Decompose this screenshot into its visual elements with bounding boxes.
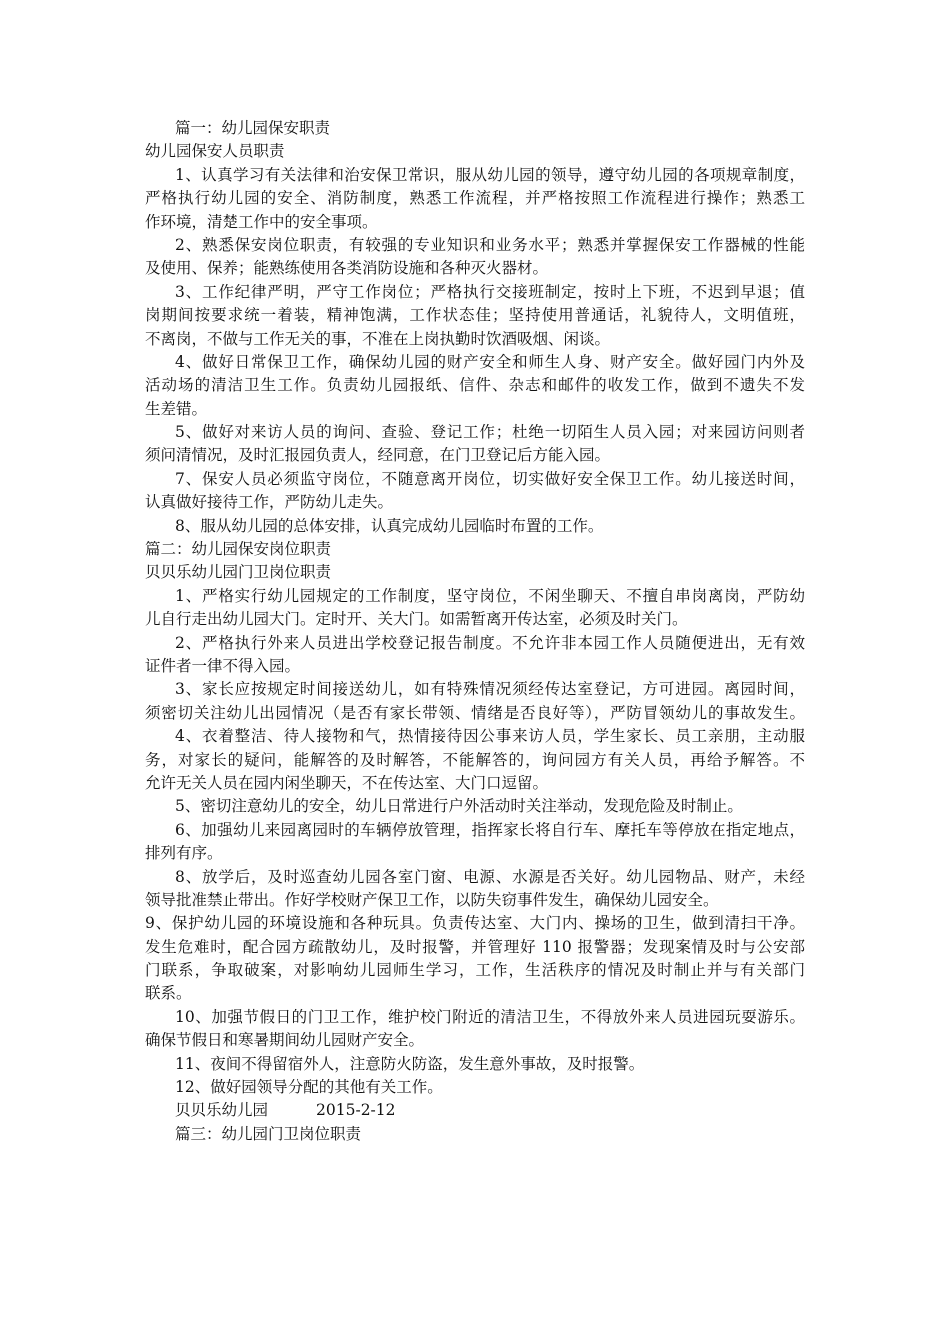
text-line: [0, 842, 950, 865]
line-text: 12、做好园领导分配的其他有关工作。: [175, 1078, 443, 1097]
text-line: [0, 468, 805, 491]
text-line: [0, 351, 805, 374]
line-text: 严格执行幼儿园的安全、消防制度，熟悉工作流程，并严格按照工作流程进行操作；熟悉工: [145, 189, 805, 208]
text-line: [0, 374, 805, 397]
text-line: [0, 140, 950, 163]
line-text: 篇一：幼儿园保安职责: [175, 119, 331, 137]
text-line: [0, 561, 950, 584]
text-line: [0, 772, 950, 795]
line-text: 排列有序。: [145, 844, 223, 863]
line-text: 及使用、保养；能熟练使用各类消防设施和各种灭火器材。: [145, 259, 549, 278]
line-text: 发生危难时，配合园方疏散幼儿，及时报警，并管理好 110 报警器；发现案情及时与公安部: [145, 937, 805, 956]
line-text: 6、加强幼儿来园离园时的车辆停放管理，指挥家长将自行车、摩托车等停放在指定地点，: [175, 820, 805, 839]
line-text: 5、做好对来访人员的询问、查验、登记工作；杜绝一切陌生人员入园；对来园访问则者: [175, 423, 805, 442]
line-text: 活动场的清洁卫生工作。负责幼儿园报纸、信件、杂志和邮件的收发工作，做到不遗失不发: [145, 376, 805, 395]
line-text: 领导批准禁止带出。作好学校财产保卫工作，以防失窃事件发生，确保幼儿园安全。: [145, 890, 719, 909]
text-line: [0, 1099, 950, 1122]
text-line: [0, 117, 950, 140]
text-line: [0, 936, 805, 959]
line-text: 10、加强节假日的门卫工作，维护校门附近的清洁卫生，不得放外来人员进园玩耍游乐。: [175, 1007, 805, 1026]
text-line: [0, 187, 805, 210]
text-line: [0, 1076, 950, 1099]
text-line: [0, 211, 950, 234]
line-text: 岗期间按要求统一着装，精神饱满，工作状态佳；坚持使用普通话，礼貌待人，文明值班，: [145, 306, 805, 325]
text-line: [0, 281, 805, 304]
line-text: 认真做好接待工作，严防幼儿走失。: [145, 493, 394, 512]
text-line: [0, 1123, 950, 1146]
text-line: [0, 866, 805, 889]
line-text: 篇三：幼儿园门卫岗位职责: [175, 1124, 362, 1143]
line-text: 务，对家长的疑问，能解答的及时解答，不能解答的，询问园方有关人员，再给予解答。不: [145, 750, 805, 769]
text-line: [0, 444, 950, 467]
text-line: [0, 234, 805, 257]
text-line: [0, 608, 950, 631]
text-line: [0, 982, 950, 1005]
line-text: 须密切关注幼儿出园情况（是否有家长带领、情绪是否良好等），严防冒领幼儿的事故发生。: [145, 703, 805, 722]
line-text: 7、保安人员必须监守岗位，不随意离开岗位，切实做好安全保卫工作。幼儿接送时间，: [175, 469, 805, 488]
line-text: 确保节假日和寒暑期间幼儿园财产安全。: [145, 1031, 425, 1050]
text-line: [0, 491, 950, 514]
line-text: 证件者一律不得入园。: [145, 656, 301, 675]
line-text: 幼儿园保安人员职责: [145, 142, 285, 161]
line-text: 2、严格执行外来人员进出学校登记报告制度。不允许非本园工作人员随便进出，无有效: [175, 633, 805, 652]
text-line: [0, 749, 805, 772]
text-line: [0, 725, 805, 748]
line-text: 8、放学后，及时巡查幼儿园各室门窗、电源、水源是否关好。幼儿园物品、财产，未经: [175, 867, 805, 886]
text-line: [0, 257, 950, 280]
text-line: [0, 538, 950, 561]
line-text: 不离岗，不做与工作无关的事，不准在上岗执勤时饮酒吸烟、闲谈。: [145, 329, 611, 348]
line-text: 儿自行走出幼儿园大门。定时开、关大门。如需暂离开传达室，必须及时关门。: [145, 610, 688, 629]
line-text: 1、严格实行幼儿园规定的工作制度，坚守岗位，不闲坐聊天、不擅自串岗离岗，严防幼: [175, 586, 805, 605]
line-text: 贝贝乐幼儿园: [175, 1101, 269, 1120]
text-line: [0, 328, 950, 351]
line-text: 联系。: [145, 984, 192, 1003]
text-line: [0, 585, 805, 608]
text-line: [0, 632, 805, 655]
text-line: [0, 164, 805, 187]
text-line: [0, 959, 805, 982]
line-text: 8、服从幼儿园的总体安排，认真完成幼儿园临时布置的工作。: [175, 516, 604, 535]
line-text: 3、工作纪律严明，严守工作岗位；严格执行交接班制定，按时上下班，不迟到早退；值: [175, 282, 805, 301]
line-text: 11、夜间不得留宿外人，注意防火防盗，发生意外事故，及时报警。: [175, 1054, 645, 1073]
text-line: [0, 398, 950, 421]
line-text: 生差错。: [145, 399, 208, 418]
line-text: 4、做好日常保卫工作，确保幼儿园的财产安全和师生人身、财产安全。做好园门内外及: [175, 352, 805, 371]
line-text: 5、密切注意幼儿的安全，幼儿日常进行户外活动时关注举动，发现危险及时制止。: [175, 797, 743, 816]
line-text: 3、家长应按规定时间接送幼儿，如有特殊情况须经传达室登记，方可进园。离园时间，: [175, 680, 805, 699]
text-line: [0, 1006, 805, 1029]
text-line: [0, 889, 950, 912]
text-line: [0, 304, 805, 327]
line-text: 作环境，清楚工作中的安全事项。: [145, 212, 378, 231]
text-line: [0, 1029, 950, 1052]
date-text: 2015-2-12: [316, 1101, 396, 1120]
line-text: 4、衣着整洁、待人接物和气，热情接待因公事来访人员，学生家长、员工亲朋，主动服: [175, 727, 805, 746]
text-line: [0, 912, 805, 935]
line-text: 2、熟悉保安岗位职责，有较强的专业知识和业务水平；熟悉并掌握保安工作器械的性能: [175, 235, 805, 254]
line-text: 门联系，争取破案，对影响幼儿园师生学习，工作，生活秩序的情况及时制止并与有关部门: [145, 961, 805, 980]
document-page: [0, 117, 950, 1146]
text-line: [0, 819, 805, 842]
text-line: [0, 515, 950, 538]
text-line: [0, 795, 950, 818]
text-line: [0, 655, 950, 678]
line-text: 贝贝乐幼儿园门卫岗位职责: [145, 563, 332, 582]
text-line: [0, 421, 805, 444]
line-text: 9、保护幼儿园的环境设施和各种玩具。负责传达室、大门内、操场的卫生，做到清扫干净。: [145, 914, 805, 933]
text-line: [0, 702, 805, 725]
line-text: 须问清情况，及时汇报园负责人，经同意，在门卫登记后方能入园。: [145, 446, 611, 465]
line-text: 篇二：幼儿园保安岗位职责: [145, 540, 332, 559]
line-text: 允许无关人员在园内闲坐聊天，不在传达室、大门口逗留。: [145, 773, 549, 792]
text-line: [0, 678, 805, 701]
text-line: [0, 1053, 950, 1076]
line-text: 1、认真学习有关法律和治安保卫常识，服从幼儿园的领导，遵守幼儿园的各项规章制度，: [175, 165, 805, 184]
